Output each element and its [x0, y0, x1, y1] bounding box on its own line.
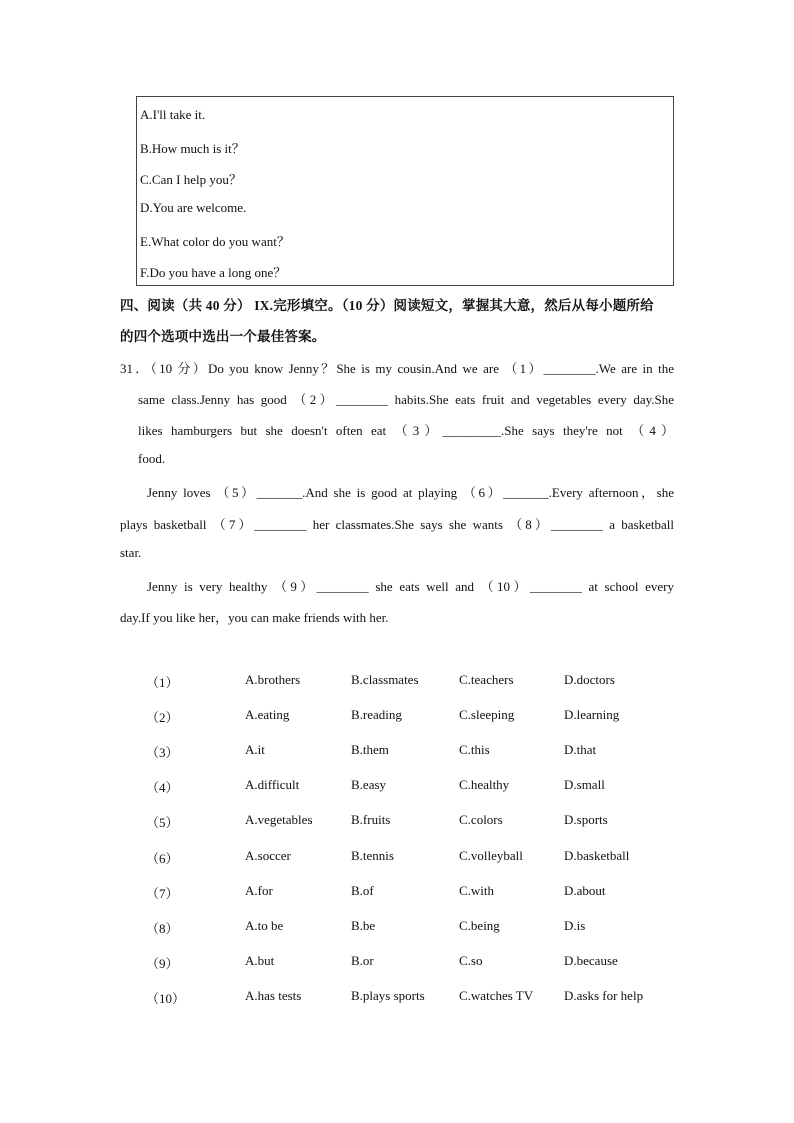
choice-d: D.sports	[564, 812, 608, 827]
choice-number: （10）	[146, 991, 186, 1006]
choice-c: C.volleyball	[459, 848, 523, 863]
choice-d: D.because	[564, 953, 618, 968]
choice-number: （1）	[146, 675, 179, 690]
choice-b: B.be	[351, 918, 376, 933]
choice-c: C.healthy	[459, 777, 510, 792]
choice-a: A.but	[245, 953, 275, 968]
choice-c: C.this	[459, 742, 490, 757]
passage-p1-line1: 31．（10 分）Do you know Jenny？She is my cousin.And we are （1）________.We are in the	[120, 361, 674, 376]
choice-c: C.so	[459, 953, 483, 968]
choice-a: A.for	[245, 883, 273, 898]
choice-number: （5）	[146, 815, 179, 830]
choice-b: B.tennis	[351, 848, 394, 863]
passage-p2-line3: star.	[120, 545, 142, 560]
choice-number: （6）	[146, 851, 179, 866]
choice-a: A.eating	[245, 707, 290, 722]
choice-number: （4）	[146, 780, 179, 795]
passage-p1-line4: food.	[138, 451, 166, 466]
choice-number: （8）	[146, 921, 179, 936]
choice-b: B.fruits	[351, 812, 391, 827]
passage-p1-line3: likes hamburgers but she doesn't often eat （3）_________.She says they're not （4）	[138, 423, 674, 438]
choice-number: （7）	[146, 886, 179, 901]
passage-p2-line2: plays basketball （7）________ her classmates.She says she wants （8）________ a basketball	[120, 517, 674, 532]
choice-b: B.them	[351, 742, 389, 757]
choice-b: B.plays sports	[351, 988, 425, 1003]
choice-c: C.teachers	[459, 672, 514, 687]
passage-p1-line2: same class.Jenny has good （2）________ habits.She eats fruit and vegetables every day.She	[138, 392, 674, 407]
option-c: C.Can I help you？	[140, 172, 242, 187]
choice-a: A.difficult	[245, 777, 300, 792]
option-d: D.You are welcome.	[140, 200, 247, 215]
section-heading-line1: 四、阅读（共 40 分） IX.完形填空。（10 分）阅读短文，掌握其大意，然后从每小题所给	[120, 298, 654, 313]
choice-number: （9）	[146, 956, 179, 971]
option-f: F.Do you have a long one？	[140, 265, 287, 280]
choice-c: C.watches TV	[459, 988, 534, 1003]
option-e: E.What color do you want？	[140, 234, 290, 249]
choice-d: D.that	[564, 742, 597, 757]
choice-d: D.doctors	[564, 672, 615, 687]
choice-number: （2）	[146, 710, 179, 725]
choice-b: B.of	[351, 883, 374, 898]
passage-p3-line2: day.If you like her，you can make friends with her.	[120, 610, 389, 625]
choice-a: A.soccer	[245, 848, 291, 863]
section-heading-line2: 的四个选项中选出一个最佳答案。	[120, 329, 326, 344]
choice-a: A.it	[245, 742, 265, 757]
choice-c: C.sleeping	[459, 707, 515, 722]
choice-b: B.reading	[351, 707, 402, 722]
choice-a: A.to be	[245, 918, 284, 933]
dialogue-options-box	[136, 96, 674, 286]
choice-b: B.classmates	[351, 672, 419, 687]
choice-d: D.about	[564, 883, 606, 898]
choice-c: C.being	[459, 918, 500, 933]
choice-c: C.with	[459, 883, 495, 898]
choice-b: B.easy	[351, 777, 387, 792]
passage-p3-line1: Jenny is very healthy （9）________ she eats well and （10）________ at school every	[147, 579, 674, 594]
option-b: B.How much is it？	[140, 141, 245, 156]
choice-d: D.is	[564, 918, 586, 933]
choice-d: D.basketball	[564, 848, 630, 863]
choice-a: A.vegetables	[245, 812, 313, 827]
choice-d: D.learning	[564, 707, 620, 722]
choice-b: B.or	[351, 953, 374, 968]
choice-d: D.asks for help	[564, 988, 644, 1003]
choice-a: A.brothers	[245, 672, 301, 687]
choice-d: D.small	[564, 777, 605, 792]
choice-a: A.has tests	[245, 988, 302, 1003]
choice-number: （3）	[146, 745, 179, 760]
passage-p2-line1: Jenny loves （5）_______.And she is good at playing （6）_______.Every afternoon，she	[147, 485, 674, 500]
choice-c: C.colors	[459, 812, 503, 827]
option-a: A.I'll take it.	[140, 107, 206, 122]
